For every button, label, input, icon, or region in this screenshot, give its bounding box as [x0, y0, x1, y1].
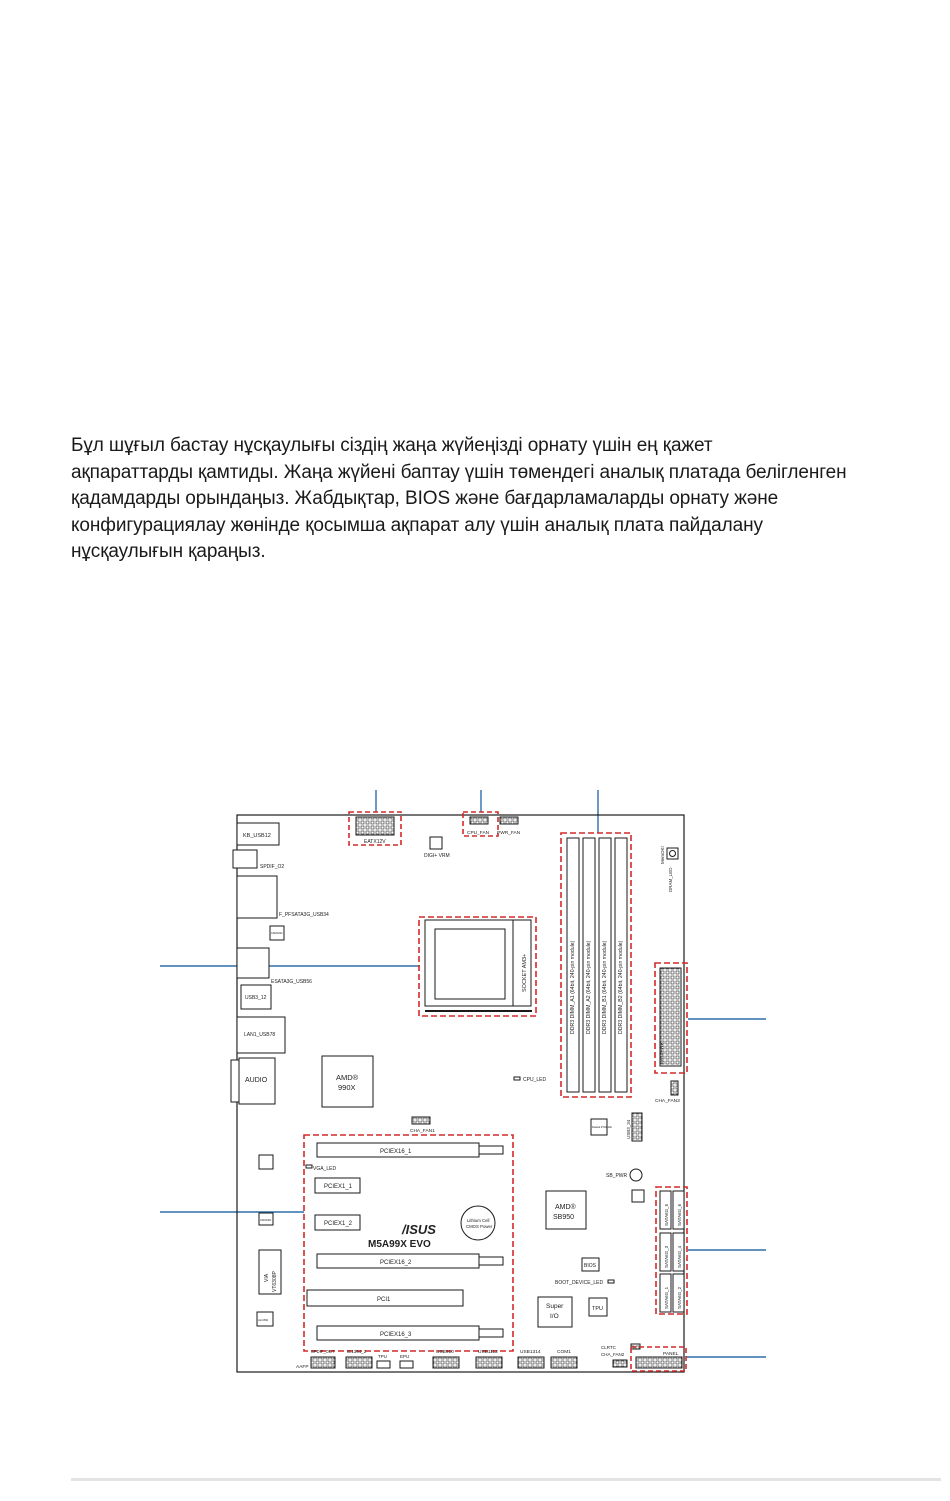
dimm-a2-label: DDR3 DIMM_A2 (64bit, 240-pin module) [586, 940, 592, 1034]
usb3-34-label: USB3_34 [626, 1119, 631, 1139]
nb-line2: 990X [338, 1083, 356, 1092]
intro-line: конфигурациялау жөнінде қосымша ақпарат алу үшін аналық плата пайдалану [71, 514, 763, 536]
cpu-fan-connector [470, 817, 488, 824]
dram-led-label: DRAM_LED [668, 867, 673, 892]
esata-usb34-port [237, 876, 277, 918]
usb3-label: USB3_12 [245, 995, 267, 1001]
com1-label: COM1 [557, 1350, 571, 1355]
brand-logo: /ISUS [402, 1222, 436, 1237]
battery-line2: CMOS Power [466, 1224, 493, 1229]
superio-line2: I/O [550, 1313, 559, 1320]
tpu-label: TPU [592, 1306, 603, 1312]
lan-label: LAN1_USB78 [244, 1032, 276, 1038]
sb-side-chip [632, 1190, 644, 1202]
bottom-headers [296, 1344, 686, 1371]
pwr-fan-connector [500, 817, 518, 824]
cha-fan1-connector [412, 1117, 430, 1124]
esata-usb56-port [237, 948, 269, 978]
spdif-out-label: SPDIF_OUT [311, 1349, 335, 1354]
usb1112-header [476, 1357, 502, 1368]
asm-chip-label: ASM1042 [271, 932, 283, 935]
left-chip-1 [259, 1155, 273, 1169]
kb-usb-label: KB_USB12 [243, 833, 271, 839]
socket-label: SOCKET AM3+ [522, 953, 528, 992]
epu-switch-label: EPU [400, 1354, 410, 1359]
sata6g-3-label: SATA6G_3 [664, 1245, 669, 1268]
intro-line: Бұл шұғыл бастау нұсқаулығы сіздің жаңа жүйеңізді орнату үшін ең қажет [71, 435, 713, 456]
audio-label: AUDIO [245, 1077, 268, 1084]
eatxpwr-label: EATXPWR [659, 1042, 664, 1064]
usb1314-label: USB1314 [520, 1350, 541, 1355]
footer-rule [71, 1478, 941, 1481]
usb3-34-header [632, 1113, 642, 1141]
digi-vrm-label: DIGI+ VRM [424, 853, 450, 859]
ieee1394-header [346, 1357, 372, 1368]
sata6g-1-label: SATA6G_1 [664, 1286, 669, 1309]
cha-fan3-connector [671, 1081, 678, 1095]
spdif-port [233, 850, 257, 868]
sb-pwr-label: SB_PWR [606, 1173, 628, 1179]
intro-line: ақпараттарды қамтиды. Жаңа жүйені баптау үшін төмендегі аналық платада белігленген [71, 461, 847, 483]
digi-vrm-chip [430, 837, 442, 849]
com1-header [551, 1357, 577, 1368]
slot-pciex16-2-label: PCIEX16_2 [380, 1260, 412, 1266]
ieee-label: IE1394_2 [347, 1349, 367, 1354]
sb-line2: SB950 [553, 1214, 575, 1221]
tpu-switch [377, 1361, 390, 1368]
realtek-label: Realtek RTL8111E [592, 1126, 612, 1129]
cpu-led [514, 1077, 520, 1080]
dimm-a1-label: DDR3 DIMM_A1 (64bit, 240-pin module) [570, 940, 576, 1034]
boot-device-led [608, 1280, 614, 1283]
usb1314-header [518, 1357, 544, 1368]
sb-pwr-led [630, 1169, 642, 1181]
slot-pciex16-3-latch [479, 1329, 503, 1337]
esata-label: ESATA3G_USB56 [271, 979, 312, 985]
slot-pci1-label: PCI1 [377, 1297, 391, 1303]
via-line2: VT6308P [272, 1271, 278, 1292]
nb-line1: AMD® [336, 1073, 359, 1082]
cha-fan2-label: CHA_FAN2 [601, 1352, 625, 1357]
usb910-label: USB910 [436, 1350, 454, 1355]
model-name: M5A99X EVO [368, 1239, 431, 1250]
usb1112-label: USB1112 [478, 1350, 498, 1355]
spdif-label: SPDIF_O2 [260, 864, 285, 870]
sb-line1: AMD® [555, 1204, 576, 1211]
cha-fan3-label: CHA_FAN3 [655, 1099, 680, 1104]
pwr-fan-label: PWR_FAN [497, 831, 521, 836]
dimm-b2-label: DDR3 DIMM_B2 (64bit, 240-pin module) [618, 940, 624, 1034]
slot-pciex16-2-latch [479, 1257, 503, 1265]
via-line1: VIA [264, 1273, 270, 1282]
panel-header [636, 1357, 682, 1368]
cpu-led-label: CPU_LED [523, 1077, 547, 1083]
expansion-slots [306, 1143, 503, 1340]
usb910-header [433, 1357, 459, 1368]
bios-label: BIOS [584, 1263, 596, 1269]
sata6g-4-label: SATA6G_4 [677, 1245, 682, 1268]
dimm-b1-label: DDR3 DIMM_B1 (64bit, 240-pin module) [602, 940, 608, 1034]
cha-fan1-label: CHA_FAN1 [410, 1129, 435, 1134]
cpu-fan-label: CPU_FAN [467, 831, 490, 836]
slot-pciex1-2-label: PCIEX1_2 [324, 1221, 353, 1227]
epu-switch [400, 1361, 413, 1368]
cpu-socket-inner [435, 929, 505, 999]
sata6g-6-label: SATA6G_6 [677, 1203, 682, 1226]
vga-led-label: VGA_LED [313, 1166, 337, 1172]
rear-io [231, 823, 329, 1104]
slot-pciex16-3-label: PCIEX16_3 [380, 1332, 412, 1338]
cmos-battery [461, 1206, 495, 1240]
vga-led [306, 1165, 312, 1168]
asm2-label: ASM1061 [260, 1219, 272, 1222]
intro-line: нұсқаулығын қараңыз. [71, 541, 266, 562]
memok-button [667, 848, 678, 859]
sata6g-2-label: SATA6G_2 [677, 1286, 682, 1309]
boot-led-label: BOOT_DEVICE_LED [555, 1280, 604, 1286]
dimm-slots [567, 838, 627, 1092]
slot-pciex16-1-label: PCIEX16_1 [380, 1149, 412, 1155]
super-io-chip [538, 1297, 572, 1327]
panel-label: PANEL [663, 1352, 679, 1357]
clrtc-label: CLRTC [601, 1345, 616, 1350]
memok-label: MemOK! [660, 846, 665, 864]
cha-fan2-connector [613, 1360, 627, 1367]
aafp-label: AAFP [296, 1365, 309, 1370]
audio-bracket [231, 1060, 239, 1102]
f-esata-label: F_PFSATA3G_USB34 [279, 912, 329, 918]
tpu-switch-label: TPU [378, 1354, 387, 1359]
alc-label: ALC892 [258, 1318, 269, 1322]
aafp-header [311, 1357, 335, 1368]
eatx12v-connector [356, 817, 394, 835]
intro-line: қадамдарды орындаңыз. Жабдықтар, BIOS және бағдарламаларды орнату және [71, 488, 779, 509]
battery-line1: Lithium Cell [467, 1218, 490, 1223]
eatx12v-label: EATX12V [364, 839, 386, 845]
slot-pciex1-1-label: PCIEX1_1 [324, 1184, 353, 1190]
sata-connectors [660, 1191, 684, 1312]
slot-pciex16-1-latch [479, 1146, 503, 1154]
superio-line1: Super [546, 1303, 564, 1310]
sata6g-5-label: SATA6G_5 [664, 1203, 669, 1226]
